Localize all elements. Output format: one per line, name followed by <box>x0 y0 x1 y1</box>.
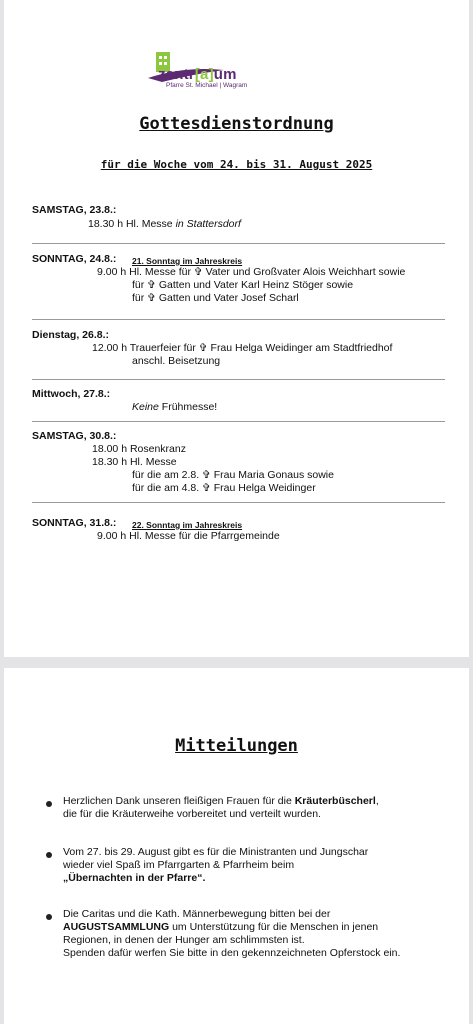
schedule-line: für ✞ Gatten und Vater Josef Scharl <box>132 292 299 304</box>
announcement-item: Vom 27. bis 29. August gibt es für die Ministranten und Jungschar wieder viel Spaß im Pfarrgarten & Pfarrheim beim „Übernachten in der Pfarre“. <box>63 846 369 884</box>
schedule-line: anschl. Beisetzung <box>132 355 221 367</box>
day-heading: SAMSTAG, 23.8.: <box>32 204 117 216</box>
schedule-line: 18.30 h Hl. Messe <box>92 456 177 468</box>
divider <box>32 502 445 503</box>
schedule-line: 18.30 h Hl. Messe in Stattersdorf <box>88 218 241 230</box>
day-heading: SAMSTAG, 30.8.: <box>32 430 117 442</box>
page-subtitle: für die Woche vom 24. bis 31. August 2025 <box>100 158 373 171</box>
logo-subtitle: Pfarre St. Michael | Wagram <box>166 82 248 89</box>
liturgical-label: 21. Sonntag im Jahreskreis <box>132 256 243 266</box>
schedule-line: 9.00 h Hl. Messe für die Pfarrgemeinde <box>97 530 280 542</box>
divider <box>32 243 445 244</box>
schedule-line: 18.00 h Rosenkranz <box>92 443 186 455</box>
divider <box>32 421 445 422</box>
schedule-line: 12.00 h Trauerfeier für ✞ Frau Helga Weidinger am Stadtfriedhof <box>92 342 393 354</box>
bullet-icon <box>46 801 52 807</box>
page-schedule <box>4 0 469 657</box>
schedule-line: für ✞ Gatten und Vater Karl Heinz Stöger sowie <box>132 279 354 291</box>
bullet-icon <box>46 852 52 858</box>
day-heading: Dienstag, 26.8.: <box>32 329 110 341</box>
logo-wordmark: zentr[a]um <box>158 66 237 83</box>
liturgical-label: 22. Sonntag im Jahreskreis <box>132 520 243 530</box>
announcement-item: Herzlichen Dank unseren fleißigen Frauen für die Kräuterbüscherl, die für die Kräuterweihe vorbereitet und verteilt wurden. <box>63 795 379 820</box>
day-heading: SONNTAG, 31.8.: <box>32 517 117 529</box>
schedule-line: für die am 4.8. ✞ Frau Helga Weidinger <box>132 482 316 494</box>
announcements-title: Mitteilungen <box>175 736 298 756</box>
day-heading: Mittwoch, 27.8.: <box>32 388 111 400</box>
page-announcements <box>4 668 469 1024</box>
divider <box>32 319 445 320</box>
page-title: Gottesdienstordnung <box>139 114 334 134</box>
schedule-line: 9.00 h Hl. Messe für ✞ Vater und Großvater Alois Weichhart sowie <box>97 266 406 278</box>
divider <box>32 379 445 380</box>
bullet-icon <box>46 914 52 920</box>
schedule-line: Keine Frühmesse! <box>132 401 218 413</box>
announcement-item: Die Caritas und die Kath. Männerbewegung bitten bei der AUGUSTSAMMLUNG um Unterstützung für die Menschen in jenen Regionen, in denen der Hunger am schlimmsten ist. Spenden dafür werfen Sie bitte in den gekennzeichneten Opferstock ein. <box>63 908 401 959</box>
day-heading: SONNTAG, 24.8.: <box>32 253 117 265</box>
schedule-line: für die am 2.8. ✞ Frau Maria Gonaus sowie <box>132 469 334 481</box>
